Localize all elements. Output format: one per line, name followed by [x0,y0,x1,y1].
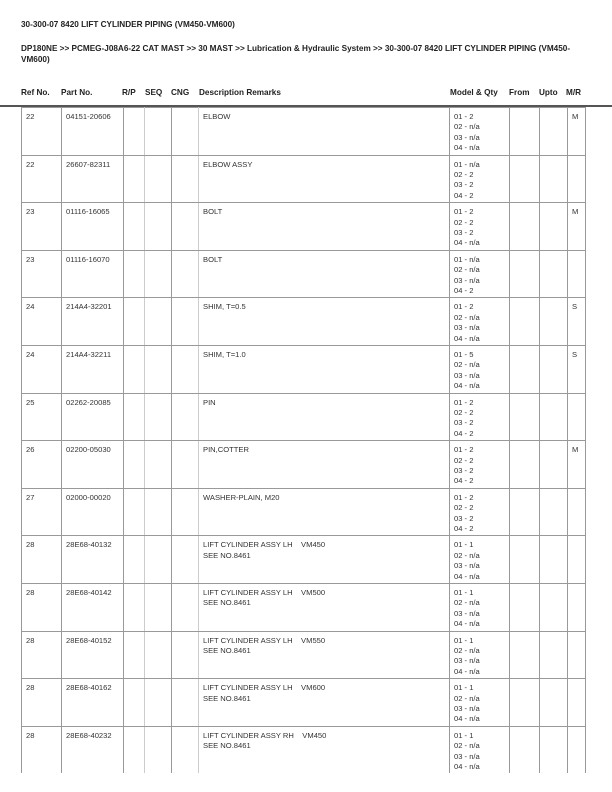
part-no-cell: 214A4-32211 [62,345,124,393]
part-no-cell: 02000-00020 [62,488,124,536]
part-no-cell: 28E68-40232 [62,726,124,773]
table-row [22,345,586,393]
upto-cell [540,203,568,251]
seq-cell [145,679,172,727]
part-no-cell: 26607-82311 [62,155,124,203]
rp-cell [124,679,145,727]
cng-cell [172,155,199,203]
from-cell [510,393,540,441]
cng-cell [172,345,199,393]
rp-cell [124,631,145,679]
rp-cell [124,108,145,156]
mr-cell: S [568,345,586,393]
col-rp: R/P [122,88,136,97]
parts-table [21,107,586,773]
cng-cell [172,726,199,773]
part-no-cell: 01116-16070 [62,250,124,298]
description-cell: ELBOW ASSY [199,155,450,203]
seq-cell [145,250,172,298]
description-cell: BOLT [199,203,450,251]
part-no-cell: 214A4-32201 [62,298,124,346]
rp-cell [124,203,145,251]
table-row [22,679,586,727]
table-row [22,536,586,584]
mr-cell [568,250,586,298]
from-cell [510,583,540,631]
rp-cell [124,441,145,489]
col-upto: Upto [539,88,558,97]
col-ref-no: Ref No. [21,88,50,97]
model-qty-cell: 01 - 1 02 - n/a 03 - n/a 04 - n/a [450,631,510,679]
model-qty-cell: 01 - 2 02 - n/a 03 - n/a 04 - n/a [450,108,510,156]
description-cell: LIFT CYLINDER ASSY LH VM450 SEE NO.8461 [199,536,450,584]
model-qty-cell: 01 - 2 02 - 2 03 - 2 04 - n/a [450,203,510,251]
upto-cell [540,108,568,156]
seq-cell [145,108,172,156]
ref-no-cell: 23 [22,250,62,298]
model-qty-cell: 01 - 2 02 - 2 03 - 2 04 - 2 [450,488,510,536]
seq-cell [145,583,172,631]
model-qty-cell: 01 - n/a 02 - n/a 03 - n/a 04 - 2 [450,250,510,298]
rp-cell [124,298,145,346]
upto-cell [540,393,568,441]
table-row [22,155,586,203]
part-no-cell: 28E68-40162 [62,679,124,727]
ref-no-cell: 24 [22,298,62,346]
rp-cell [124,155,145,203]
mr-cell [568,488,586,536]
upto-cell [540,250,568,298]
model-qty-cell: 01 - 1 02 - n/a 03 - n/a 04 - n/a [450,679,510,727]
part-no-cell: 28E68-40152 [62,631,124,679]
cng-cell [172,583,199,631]
col-description: Description Remarks [199,88,281,97]
part-no-cell: 28E68-40132 [62,536,124,584]
cng-cell [172,298,199,346]
description-cell: LIFT CYLINDER ASSY LH VM600 SEE NO.8461 [199,679,450,727]
cng-cell [172,393,199,441]
description-cell: WASHER-PLAIN, M20 [199,488,450,536]
description-cell: SHIM, T=1.0 [199,345,450,393]
model-qty-cell: 01 - 5 02 - n/a 03 - n/a 04 - n/a [450,345,510,393]
upto-cell [540,488,568,536]
ref-no-cell: 28 [22,536,62,584]
col-from: From [509,88,530,97]
from-cell [510,203,540,251]
rp-cell [124,345,145,393]
model-qty-cell: 01 - 2 02 - 2 03 - 2 04 - 2 [450,441,510,489]
cng-cell [172,488,199,536]
model-qty-cell: 01 - 1 02 - n/a 03 - n/a 04 - n/a [450,583,510,631]
col-seq: SEQ [145,88,163,97]
description-cell: SHIM, T=0.5 [199,298,450,346]
upto-cell [540,441,568,489]
table-row [22,488,586,536]
description-cell: LIFT CYLINDER ASSY LH VM550 SEE NO.8461 [199,631,450,679]
mr-cell [568,583,586,631]
ref-no-cell: 23 [22,203,62,251]
from-cell [510,726,540,773]
ref-no-cell: 22 [22,108,62,156]
from-cell [510,345,540,393]
from-cell [510,155,540,203]
description-cell: ELBOW [199,108,450,156]
table-row [22,393,586,441]
description-cell: LIFT CYLINDER ASSY LH VM500 SEE NO.8461 [199,583,450,631]
col-mr: M/R [566,88,582,97]
from-cell [510,631,540,679]
description-cell: LIFT CYLINDER ASSY RH VM450 SEE NO.8461 [199,726,450,773]
col-model-qty: Model & Qty [450,88,498,97]
from-cell [510,488,540,536]
from-cell [510,679,540,727]
cng-cell [172,250,199,298]
col-part-no: Part No. [61,88,93,97]
upto-cell [540,726,568,773]
mr-cell [568,155,586,203]
upto-cell [540,583,568,631]
from-cell [510,536,540,584]
page-title: 30-300-07 8420 LIFT CYLINDER PIPING (VM450-VM600) [21,20,235,29]
table-row [22,298,586,346]
from-cell [510,108,540,156]
upto-cell [540,679,568,727]
description-cell: BOLT [199,250,450,298]
table-row [22,726,586,773]
upto-cell [540,155,568,203]
seq-cell [145,155,172,203]
part-no-cell: 01116-16065 [62,203,124,251]
mr-cell [568,631,586,679]
description-cell: PIN [199,393,450,441]
model-qty-cell: 01 - 1 02 - n/a 03 - n/a 04 - n/a [450,536,510,584]
rp-cell [124,536,145,584]
table-row [22,441,586,489]
mr-cell [568,536,586,584]
from-cell [510,298,540,346]
seq-cell [145,488,172,536]
cng-cell [172,631,199,679]
ref-no-cell: 27 [22,488,62,536]
ref-no-cell: 26 [22,441,62,489]
part-no-cell: 04151-20606 [62,108,124,156]
cng-cell [172,203,199,251]
rp-cell [124,583,145,631]
model-qty-cell: 01 - 2 02 - n/a 03 - n/a 04 - n/a [450,298,510,346]
model-qty-cell: 01 - 2 02 - 2 03 - 2 04 - 2 [450,393,510,441]
from-cell [510,441,540,489]
from-cell [510,250,540,298]
part-no-cell: 28E68-40142 [62,583,124,631]
table-row [22,583,586,631]
description-cell: PIN,COTTER [199,441,450,489]
seq-cell [145,536,172,584]
seq-cell [145,203,172,251]
seq-cell [145,441,172,489]
seq-cell [145,345,172,393]
ref-no-cell: 28 [22,631,62,679]
table-row [22,250,586,298]
mr-cell: M [568,203,586,251]
table-row [22,631,586,679]
model-qty-cell: 01 - 1 02 - n/a 03 - n/a 04 - n/a [450,726,510,773]
mr-cell [568,393,586,441]
model-qty-cell: 01 - n/a 02 - 2 03 - 2 04 - 2 [450,155,510,203]
mr-cell [568,726,586,773]
part-no-cell: 02262-20085 [62,393,124,441]
rp-cell [124,250,145,298]
table-row [22,108,586,156]
table-row [22,203,586,251]
rp-cell [124,488,145,536]
ref-no-cell: 28 [22,583,62,631]
rp-cell [124,726,145,773]
rp-cell [124,393,145,441]
ref-no-cell: 28 [22,726,62,773]
upto-cell [540,345,568,393]
cng-cell [172,108,199,156]
mr-cell: M [568,108,586,156]
seq-cell [145,726,172,773]
ref-no-cell: 22 [22,155,62,203]
ref-no-cell: 24 [22,345,62,393]
ref-no-cell: 25 [22,393,62,441]
ref-no-cell: 28 [22,679,62,727]
mr-cell: M [568,441,586,489]
upto-cell [540,631,568,679]
mr-cell: S [568,298,586,346]
mr-cell [568,679,586,727]
breadcrumb: DP180NE >> PCMEG-J08A6-22 CAT MAST >> 30 MAST >> Lubrication & Hydraulic System >> 30-300-07 8420 LIFT CYLINDER PIPING (VM450-VM600) [21,44,571,64]
col-cng: CNG [171,88,190,97]
seq-cell [145,631,172,679]
part-no-cell: 02200-05030 [62,441,124,489]
cng-cell [172,536,199,584]
upto-cell [540,536,568,584]
upto-cell [540,298,568,346]
seq-cell [145,298,172,346]
seq-cell [145,393,172,441]
cng-cell [172,679,199,727]
cng-cell [172,441,199,489]
